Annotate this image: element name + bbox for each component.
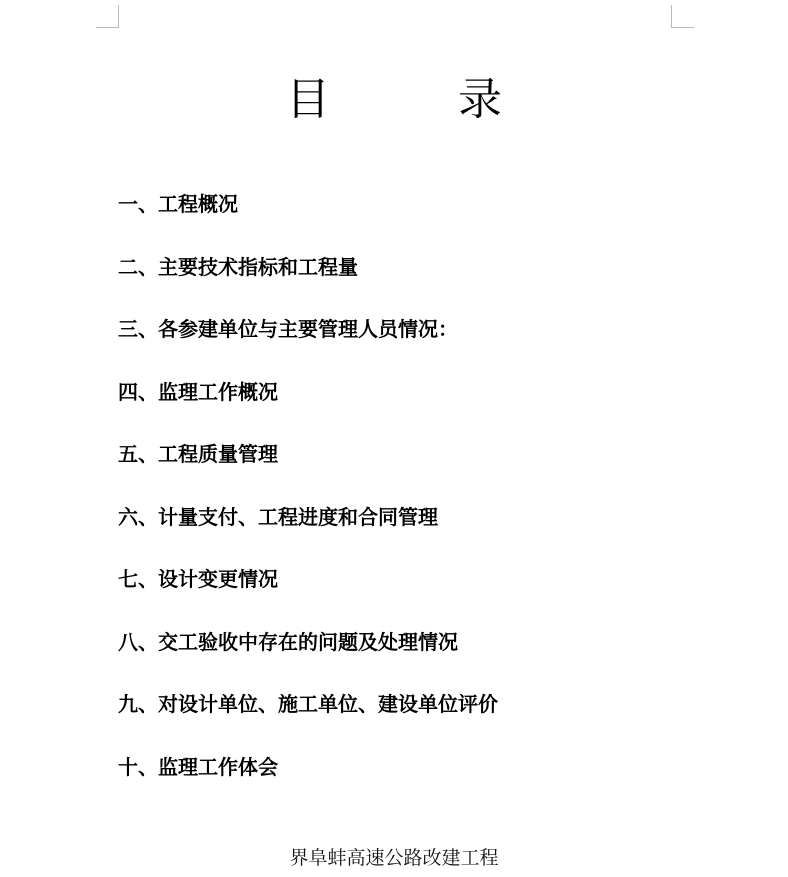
page-footer: 界阜蚌高速公路改建工程 — [289, 847, 499, 869]
crop-mark-top-right — [671, 5, 694, 28]
toc-item-4: 四、监理工作概况 — [118, 379, 278, 404]
toc-item-3: 三、各参建单位与主要管理人员情况： — [118, 317, 458, 341]
crop-mark-top-left — [96, 5, 119, 28]
toc-item-2: 二、主要技术指标和工程量 — [118, 254, 358, 279]
toc-item-10: 十、监理工作体会 — [118, 754, 278, 779]
table-of-contents — [118, 186, 498, 811]
page-title: 目 录 — [286, 74, 544, 125]
toc-item-1: 一、工程概况 — [118, 192, 238, 216]
toc-item-5: 五、工程质量管理 — [118, 442, 278, 466]
toc-item-8: 八、交工验收中存在的问题及处理情况 — [118, 629, 458, 654]
toc-item-7: 七、设计变更情况 — [118, 567, 278, 591]
toc-item-6: 六、计量支付、工程进度和合同管理 — [118, 504, 438, 529]
toc-item-9: 九、对设计单位、施工单位、建设单位评价 — [118, 692, 498, 716]
